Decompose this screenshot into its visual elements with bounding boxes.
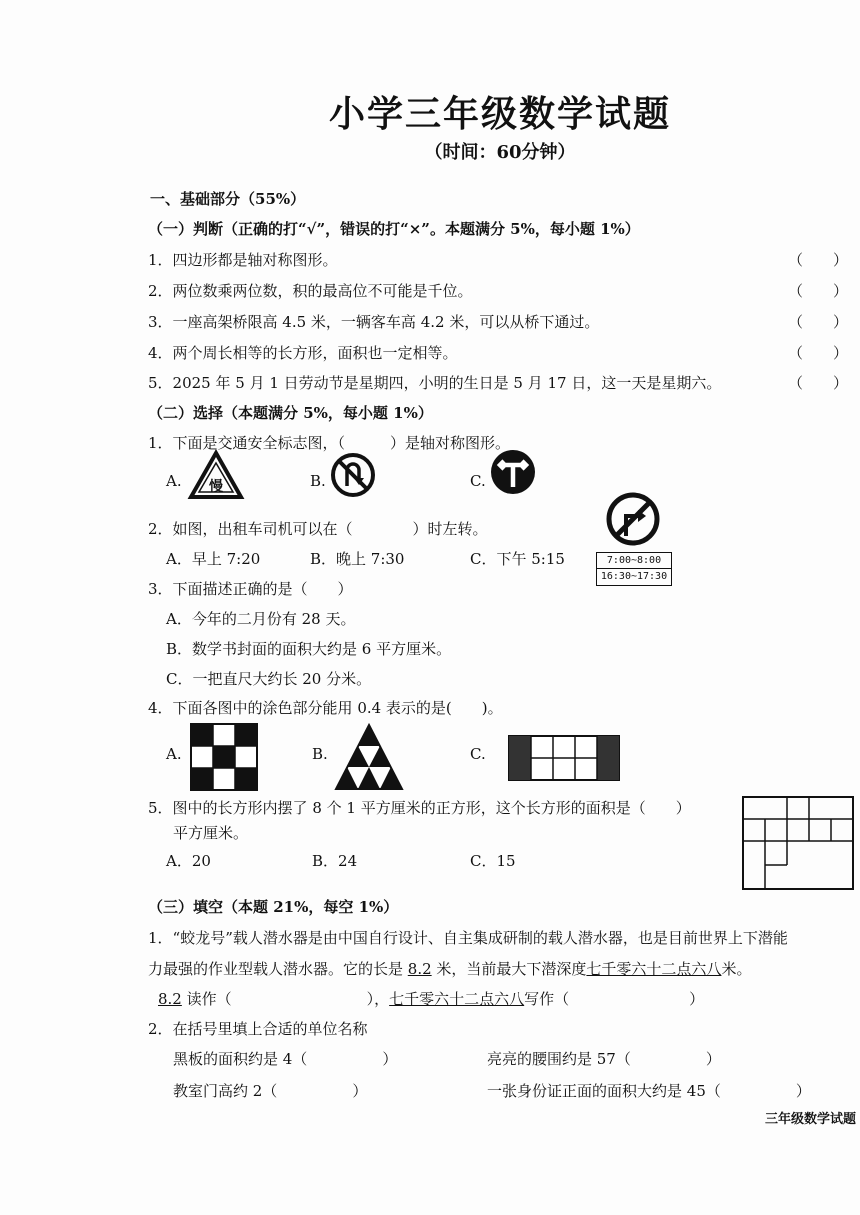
- choice-q3-stem: 3．下面描述正确的是（ ）: [148, 580, 353, 598]
- judge-answer-5[interactable]: （ ）: [788, 374, 849, 392]
- q5-option-b: B．24: [312, 852, 358, 870]
- rectangle-squares-figure: [742, 796, 854, 890]
- fill-q2-stem: 2．在括号里填上合适的单位名称: [148, 1020, 368, 1038]
- q1-label-c: C.: [470, 472, 486, 490]
- q1-label-a: A.: [166, 472, 182, 490]
- read-number: 8.2: [158, 990, 182, 1008]
- fill-q1-line-2-b: 米，当前最大下潜深度: [431, 960, 587, 978]
- time-restriction-plate: [596, 552, 672, 586]
- read-as-blank[interactable]: 读作（ ），: [181, 990, 390, 1008]
- part1-heading: 一、基础部分（55%）: [150, 190, 306, 208]
- fill-q2-item-4[interactable]: 一张身份证正面的面积大约是 45（ ）: [487, 1082, 811, 1100]
- triangle-shaded-figure-b: [334, 723, 404, 791]
- fill-q2-item-2[interactable]: 亮亮的腰围约是 57（ ）: [487, 1050, 721, 1068]
- no-left-turn-sign-icon: [606, 492, 660, 546]
- q5-option-a: A．20: [166, 852, 211, 870]
- q2-option-a: A．早上 7:20: [166, 550, 261, 568]
- q4-label-b: B.: [312, 745, 328, 763]
- q5-option-c: C．15: [470, 852, 516, 870]
- fill-q2-item-3[interactable]: 教室门高约 2（ ）: [173, 1082, 368, 1100]
- fill-q1-line-2-c: 米。: [721, 960, 752, 978]
- time-plate-line-2: 16:30~17:30: [600, 571, 668, 582]
- no-uturn-sign-icon: [330, 452, 376, 498]
- choice-q5-stem-2: 平方厘米。: [173, 824, 249, 842]
- turn-sign-icon: [490, 449, 536, 495]
- fill-heading: （三）填空（本题 21%，每空 1%）: [148, 898, 399, 916]
- judge-item-5: 5．2025 年 5 月 1 日劳动节是星期四，小明的生日是 5 月 17 日，这一天是星期六。: [148, 374, 722, 392]
- judge-answer-3[interactable]: （ ）: [788, 313, 849, 331]
- q2-option-b: B．晚上 7:30: [310, 550, 405, 568]
- judge-item-1: 1．四边形都是轴对称图形。: [148, 251, 338, 269]
- q3-option-c: C．一把直尺大约长 20 分米。: [166, 670, 372, 688]
- q3-option-a: A．今年的二月份有 28 天。: [166, 610, 356, 628]
- judge-item-4: 4．两个周长相等的长方形，面积也一定相等。: [148, 344, 458, 362]
- q4-label-a: A.: [166, 745, 182, 763]
- fill-q1-line-2-a: 力最强的作业型载人潜水器。它的长是: [148, 960, 408, 978]
- choice-q4-stem: 4．下面各图中的涂色部分能用 0.4 表示的是( )。: [148, 699, 503, 717]
- q2-option-c: C．下午 5:15: [470, 550, 565, 568]
- q4-label-c: C.: [470, 745, 486, 763]
- bar-shaded-figure-c: [508, 735, 620, 781]
- choice-heading: （二）选择（本题满分 5%，每小题 1%）: [148, 404, 433, 422]
- write-number: 七千零六十二点六八: [389, 990, 525, 1008]
- choice-q2-stem: 2．如图，出租车司机可以在（ ）时左转。: [148, 520, 488, 538]
- length-value: 8.2: [407, 960, 432, 978]
- judge-item-2: 2．两位数乘两位数，积的最高位不可能是千位。: [148, 282, 473, 300]
- write-as-blank[interactable]: 写作（ ）: [524, 990, 705, 1008]
- grid-shaded-figure-a: [190, 723, 258, 791]
- fill-q1-line-1: 1．“蛟龙号”载人潜水器是由中国自行设计、自主集成研制的载人潜水器，也是目前世界上下潜能: [148, 929, 788, 947]
- warning-slow-sign-icon: [188, 450, 244, 500]
- judge-answer-4[interactable]: （ ）: [788, 344, 849, 362]
- judge-heading: （一）判断（正确的打“√”，错误的打“×”。本题满分 5%，每小题 1%）: [148, 220, 640, 238]
- time-plate-line-1: 7:00~8:00: [597, 553, 671, 569]
- slow-sign-text: 慢: [209, 479, 223, 495]
- judge-answer-2[interactable]: （ ）: [788, 282, 849, 300]
- time-note: （时间：60分钟）: [424, 142, 576, 163]
- choice-q1-stem: 1．下面是交通安全标志图，（ ）是轴对称图形。: [148, 434, 511, 452]
- fill-q2-item-1[interactable]: 黑板的面积约是 4（ ）: [173, 1050, 398, 1068]
- choice-q5-stem-1: 5．图中的长方形内摆了 8 个 1 平方厘米的正方形，这个长方形的面积是（ ）: [148, 799, 691, 817]
- fill-q1-line-2: [148, 958, 751, 979]
- page-footer: 三年级数学试题: [764, 1112, 856, 1127]
- fill-q1-line-3: [158, 988, 704, 1009]
- depth-value: 七千零六十二点六八: [586, 960, 722, 978]
- judge-answer-1[interactable]: （ ）: [788, 251, 849, 269]
- judge-item-3: 3．一座高架桥限高 4.5 米，一辆客车高 4.2 米，可以从桥下通过。: [148, 313, 600, 331]
- exam-title: 小学三年级数学试题: [328, 93, 671, 135]
- q3-option-b: B．数学书封面的面积大约是 6 平方厘米。: [166, 640, 452, 658]
- q1-label-b: B.: [310, 472, 326, 490]
